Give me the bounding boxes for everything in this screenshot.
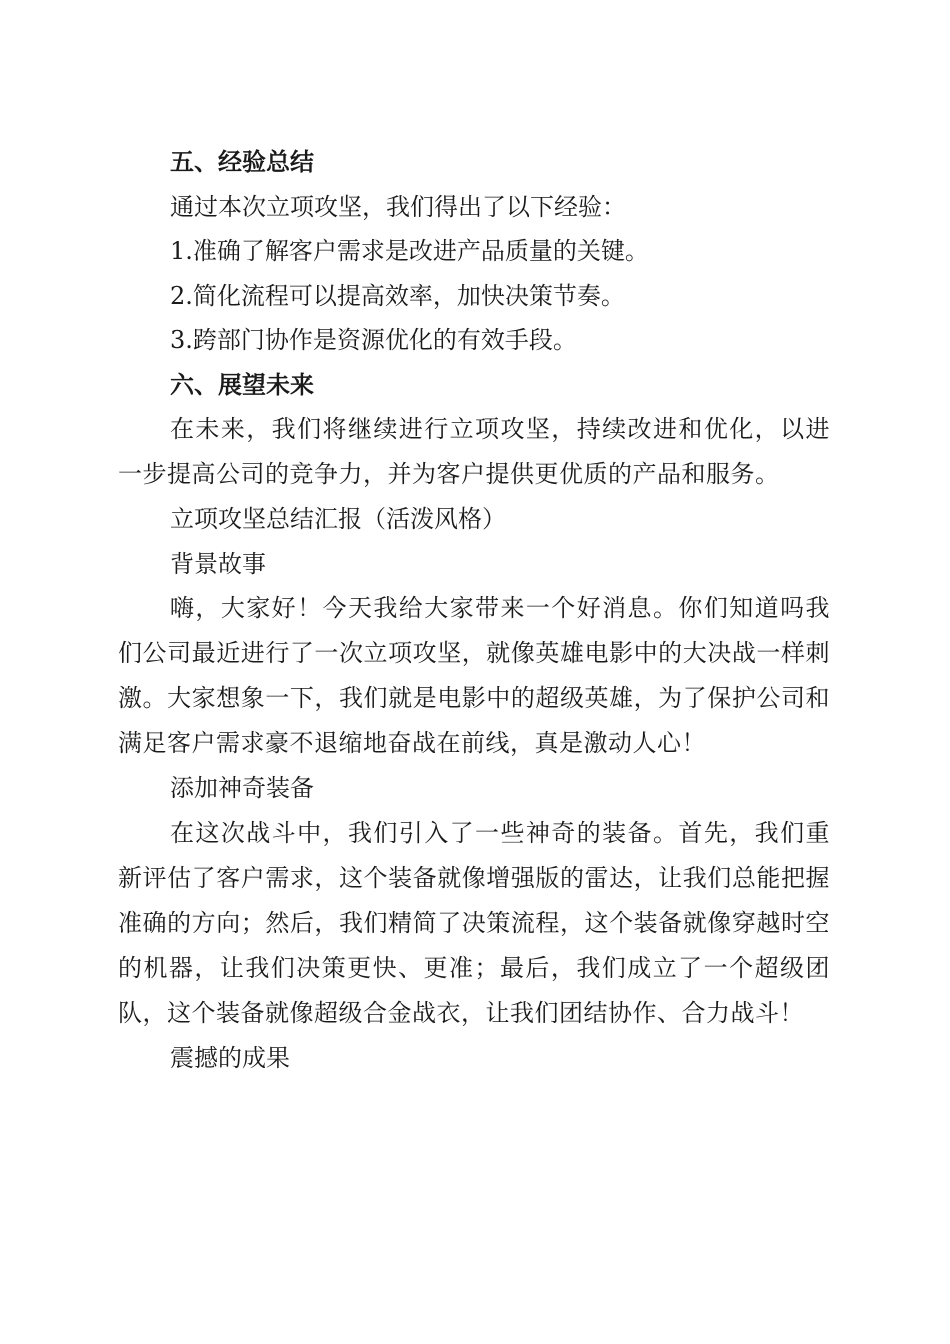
outlook-paragraph: 在未来，我们将继续进行立项攻坚，持续改进和优化，以进一步提高公司的竞争力，并为客户提供更优质的产品和服务。 — [118, 415, 830, 488]
summary-item-2: 2.简化流程可以提高效率，加快决策节奏。 — [170, 281, 625, 310]
report-title: 立项攻坚总结汇报（活泼风格） — [170, 505, 506, 533]
equipment-paragraph: 在这次战斗中，我们引入了一些神奇的装备。首先，我们重新评估了客户需求，这个装备就像增强版的雷达，让我们总能把握准确的方向；然后，我们精简了决策流程，这个装备就像穿越时空的机器，让我们决策更快、更准；最后，我们成立了一个超级团队，这个装备就像超级合金战衣，让我们团结协作、合力战斗！ — [118, 818, 830, 1027]
summary-intro: 通过本次立项攻坚，我们得出了以下经验： — [170, 192, 626, 221]
document-page — [118, 140, 830, 1080]
equipment-heading: 添加神奇装备 — [170, 774, 314, 802]
background-heading: 背景故事 — [170, 549, 266, 578]
results-heading: 震撼的成果 — [170, 1043, 290, 1072]
summary-item-1: 1.准确了解客户需求是改进产品质量的关键。 — [170, 237, 649, 265]
section-heading-outlook: 六、展望未来 — [170, 370, 314, 399]
summary-item-3: 3.跨部门协作是资源优化的有效手段。 — [170, 326, 577, 354]
section-heading-summary: 五、经验总结 — [170, 148, 314, 176]
background-paragraph: 嗨，大家好！今天我给大家带来一个好消息。你们知道吗我们公司最近进行了一次立项攻坚，就像英雄电影中的大决战一样刺激。大家想象一下，我们就是电影中的超级英雄，为了保护公司和满足客户需求豪不退缩地奋战在前线，真是激动人心！ — [118, 594, 830, 757]
